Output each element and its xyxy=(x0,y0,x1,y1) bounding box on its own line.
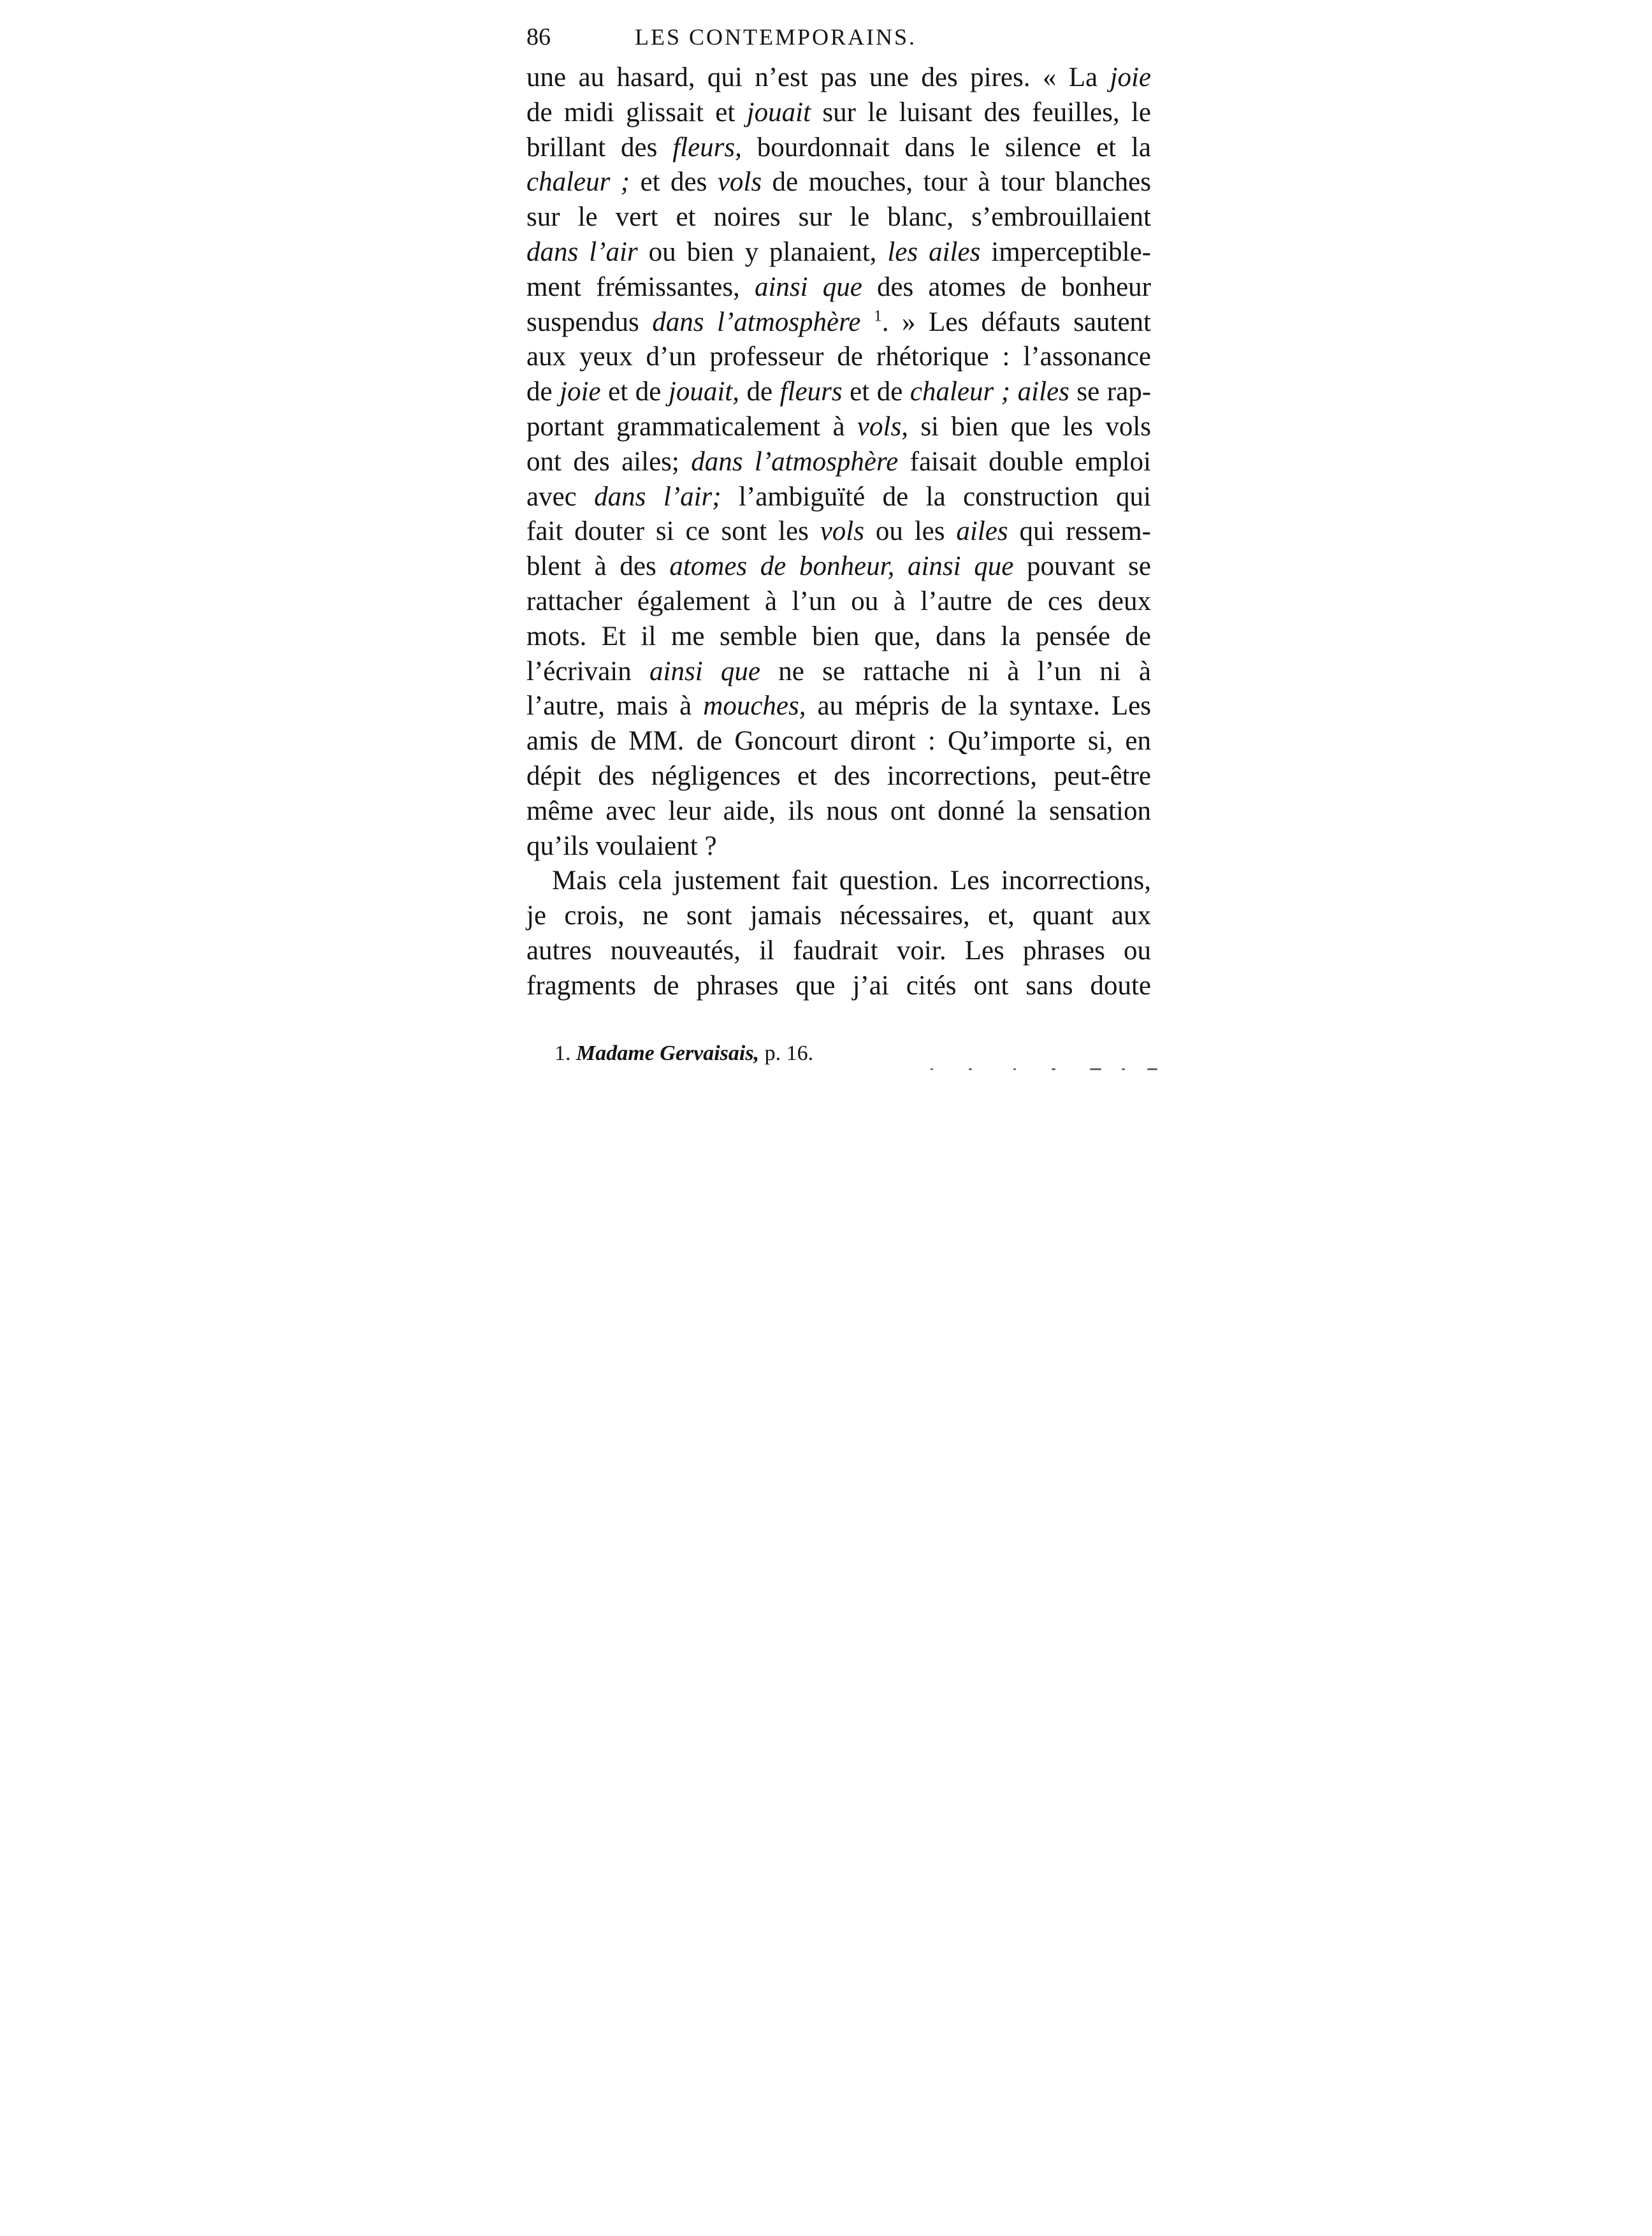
text-run: de mouches, tour à tour blanches xyxy=(762,167,1151,198)
text-line xyxy=(526,375,1151,410)
footnote xyxy=(554,1038,813,1070)
text-line xyxy=(526,445,1151,480)
text-line xyxy=(526,340,1151,375)
text-run: si bien que les vols xyxy=(908,411,1151,442)
text-run: qui ressem- xyxy=(1008,516,1151,547)
text-run: fait douter si ce sont les xyxy=(526,516,820,547)
text-run: pouvant se xyxy=(1013,551,1151,582)
body-text xyxy=(526,61,1151,1004)
scan-speck xyxy=(1013,1068,1016,1070)
text-line xyxy=(526,165,1151,200)
text-run: ne se rattache ni à l’un ni à xyxy=(760,656,1151,686)
text-run: l’écrivain xyxy=(526,656,650,686)
text-line xyxy=(526,724,1151,759)
italic-text: dans l’atmosphère xyxy=(691,446,899,477)
text-run: rattacher également à l’un ou à l’autre de ces deux xyxy=(526,586,1151,616)
text-run: ont des ailes; xyxy=(526,446,692,477)
text-run: ment frémissantes, xyxy=(526,272,755,302)
text-run: au mépris de la syntaxe. Les xyxy=(806,691,1151,722)
italic-text: dans l’atmosphère xyxy=(652,307,861,337)
italic-text: jouait, xyxy=(668,377,739,407)
italic-text: mouches, xyxy=(703,691,806,722)
text-line xyxy=(526,270,1151,305)
italic-text: joie xyxy=(560,377,601,407)
italic-text: dans l’air; xyxy=(594,481,721,512)
text-line xyxy=(526,514,1151,549)
text-line xyxy=(526,689,1151,724)
scan-speck xyxy=(1090,1068,1101,1070)
text-run: de xyxy=(526,377,560,407)
text-run: faisait double emploi xyxy=(898,446,1152,477)
text-run: de xyxy=(739,377,780,407)
footnote-page: p. 16. xyxy=(759,1042,814,1065)
italic-text: vols xyxy=(717,167,762,198)
scan-speck xyxy=(931,1068,933,1070)
text-line xyxy=(526,655,1151,690)
scan-speck xyxy=(969,1068,972,1070)
text-run: brillant des xyxy=(526,132,673,163)
text-line xyxy=(526,794,1151,829)
text-run: et de xyxy=(600,377,669,407)
italic-text: ainsi que xyxy=(754,272,862,302)
text-line xyxy=(526,759,1151,794)
page-header xyxy=(526,19,1151,57)
text-run xyxy=(860,307,874,337)
text-line xyxy=(526,410,1151,445)
italic-text: fleurs xyxy=(779,377,843,407)
text-line xyxy=(526,200,1151,235)
text-run: l’ambiguïté de la construction qui xyxy=(721,481,1152,512)
text-line xyxy=(526,235,1151,270)
italic-text: ailes xyxy=(956,516,1008,547)
scan-speck xyxy=(1147,1068,1157,1070)
text-line xyxy=(526,864,1151,899)
text-line xyxy=(526,96,1151,131)
text-line xyxy=(526,899,1151,934)
text-run: des atomes de bonheur xyxy=(862,272,1151,302)
text-run: . » Les défauts sautent xyxy=(881,307,1152,337)
text-line xyxy=(526,934,1151,969)
text-run: suspendus xyxy=(526,307,653,337)
text-run: ou les xyxy=(864,516,957,547)
running-title: LES CONTEMPORAINS. xyxy=(635,24,917,50)
italic-text: jouait xyxy=(746,97,811,127)
text-line xyxy=(526,61,1151,96)
text-run: fragments de phrases que j’ai cités ont sans doute xyxy=(526,970,1151,1001)
italic-text: vols, xyxy=(857,411,908,442)
footnote-marker: 1 xyxy=(873,306,882,325)
page-number: 86 xyxy=(526,24,551,50)
italic-text: joie xyxy=(1110,62,1151,92)
text-line xyxy=(526,305,1151,340)
italic-text: atomes de bonheur, ainsi que xyxy=(669,551,1014,582)
text-run: sur le luisant des feuilles, le xyxy=(811,97,1151,127)
text-run: avec xyxy=(526,481,595,512)
text-run: imperceptible- xyxy=(980,236,1151,267)
text-run: ou bien y planaient, xyxy=(637,236,888,267)
text-line xyxy=(526,480,1151,515)
text-line xyxy=(526,620,1151,655)
italic-text: fleurs, xyxy=(672,132,742,163)
text-run: se rap- xyxy=(1069,377,1152,407)
text-run: Mais cela justement fait question. Les incorrections, xyxy=(552,866,1151,896)
scan-speck xyxy=(1122,1068,1125,1070)
text-run: amis de MM. de Goncourt diront : Qu’importe si, en xyxy=(526,726,1151,757)
text-run: sur le vert et noires sur le blanc, s’embrouillaient xyxy=(526,202,1151,233)
text-run: et des xyxy=(630,167,718,198)
text-run: l’autre, mais à xyxy=(526,691,704,722)
scan-speck xyxy=(1052,1068,1055,1070)
text-line xyxy=(526,584,1151,620)
text-run: je crois, ne sont jamais nécessaires, et, quant aux xyxy=(526,901,1151,931)
footnote-number: 1. xyxy=(554,1042,571,1065)
text-line xyxy=(526,131,1151,166)
text-run: et de xyxy=(842,377,910,407)
text-run: blent à des xyxy=(526,551,670,582)
text-run: qu’ils voulaient ? xyxy=(526,831,717,861)
text-run: mots. Et il me semble bien que, dans la pensée de xyxy=(526,621,1151,651)
italic-text: chaleur ; xyxy=(526,167,630,198)
italic-text: vols xyxy=(820,516,864,547)
text-line xyxy=(526,549,1151,584)
italic-text: les ailes xyxy=(887,236,981,267)
text-run: autres nouveautés, il faudrait voir. Les phrases ou xyxy=(526,935,1151,966)
text-run: dépit des négligences et des incorrections, peut-être xyxy=(526,760,1151,791)
footnote-title: Madame Gervaisais, xyxy=(576,1042,760,1065)
italic-text: chaleur ; ailes xyxy=(909,377,1069,407)
text-run: portant grammaticalement à xyxy=(526,411,857,442)
text-run: de midi glissait et xyxy=(526,97,747,127)
text-run: une au hasard, qui n’est pas une des pires. « La xyxy=(526,62,1110,92)
text-run: même avec leur aide, ils nous ont donné la sensation xyxy=(526,795,1151,826)
italic-text: dans l’air xyxy=(526,236,638,267)
text-line xyxy=(526,829,1151,864)
text-run: aux yeux d’un professeur de rhétorique : l’assonance xyxy=(526,342,1151,372)
text-run: bourdonnait dans le silence et la xyxy=(741,132,1151,163)
text-line xyxy=(526,969,1151,1004)
italic-text: ainsi que xyxy=(649,656,761,686)
scan-specks xyxy=(931,1068,1160,1073)
